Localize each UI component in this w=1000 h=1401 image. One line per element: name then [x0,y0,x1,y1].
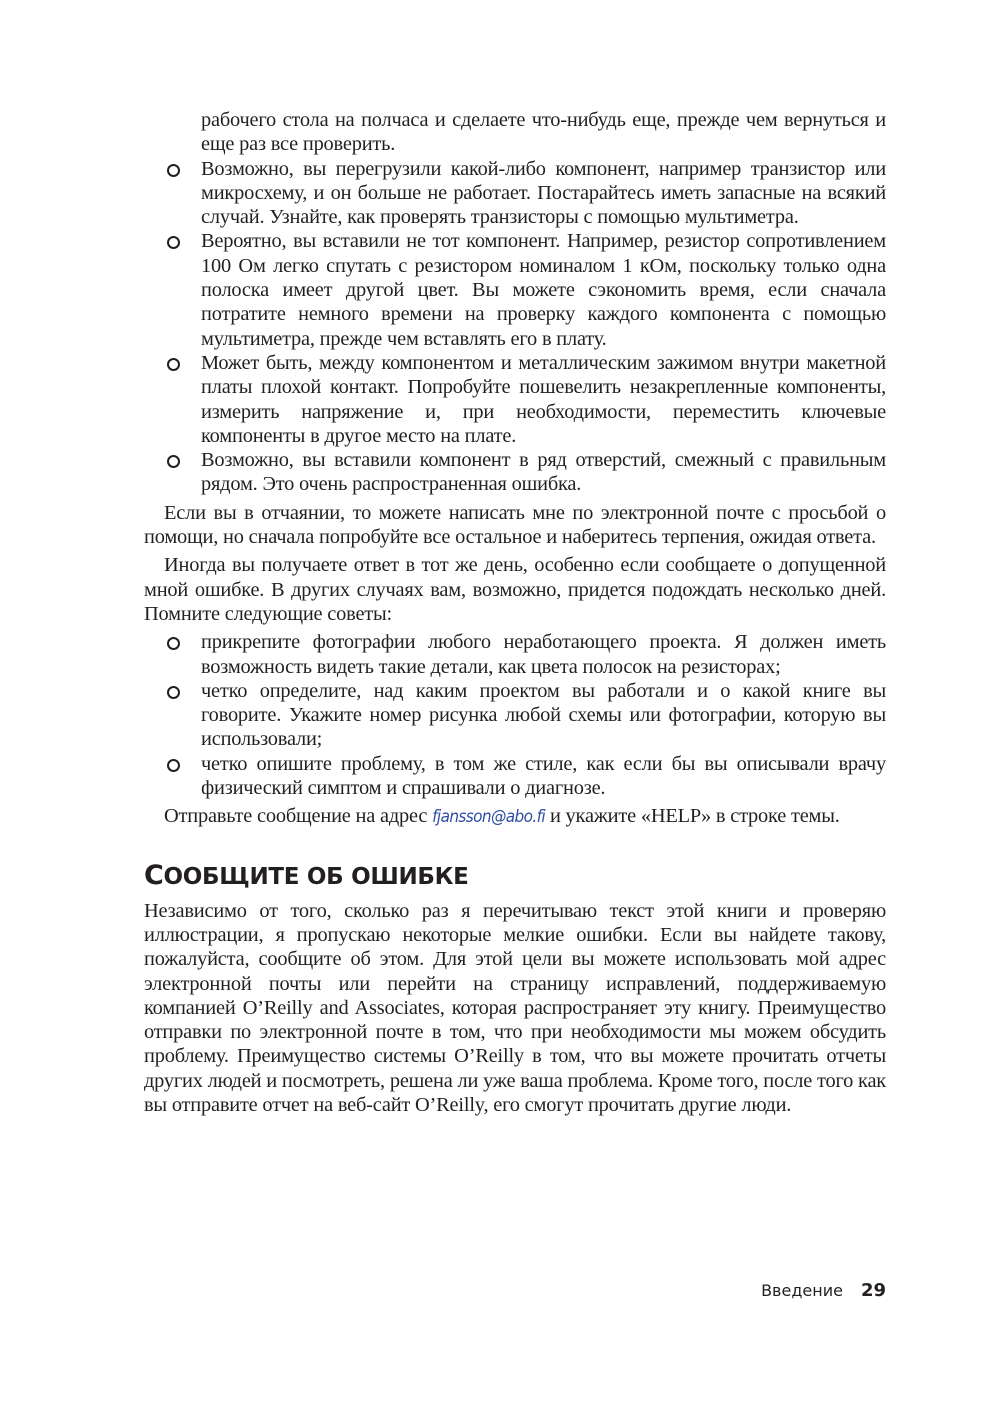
list-item: четко определите, над каким проектом вы работали и о какой книге вы говорите. Укажите номер рисунка любой схемы или фотографии, которую вы использовали; [144,679,886,752]
circle-bullet-icon [167,236,180,249]
paragraph-response: Иногда вы получаете ответ в тот же день, особенно если сообщаете о допущенной мной ошибке. В других случаях вам, возможно, придется подождать несколько дней. Помните следующие советы: [144,554,886,625]
troubleshooting-list [144,157,886,497]
list-item: четко опишите проблему, в том же стиле, как если бы вы описывали врачу физический симптом и спрашивали о диагнозе. [144,752,886,801]
continued-list-text: рабочего стола на полчаса и сделаете что-нибудь еще, прежде чем вернуться и еще раз все проверить. [201,109,886,156]
circle-bullet-icon [167,686,180,699]
section-body: Независимо от того, сколько раз я перечитываю текст этой книги и проверяю иллюстрации, я пропускаю некоторые мелкие ошибки. Если вы найдете такову, пожалуйста, сообщите об этом. Для этой цели вы можете использовать мой адрес электронной почты или перейти на страницу исправлений, поддерживаемую компанией O’Reilly and Associates, которая распространяет эту книгу. Преимущество отправки по электронной почте в том, что при необходимости мы можем обсудить проблему. Преимущество системы O’Reilly в том, что вы можете прочитать отчеты других людей и посмотреть, решена ли уже ваша проблема. Кроме того, после того как вы отправите отчет на веб-сайт O’Reilly, его смогут прочитать другие люди. [144,899,886,1116]
list-item: Возможно, вы перегрузили какой-либо компонент, например транзистор или микросхему, и он больше не работает. Постарайтесь иметь запасные на всякий случай. Узнайте, как проверять транзисторы с помощью мультиметра. [144,157,886,230]
chapter-name: Введение [761,1281,843,1300]
list-item: Может быть, между компонентом и металлическим зажимом внутри макетной платы плохой контакт. Попробуйте пошевелить незакрепленные компоненты, измерить напряжение и, при необходимости, переместить ключевые компоненты в другое место на плате. [144,351,886,448]
email-link[interactable]: fjansson@abo.fi [432,807,546,828]
circle-bullet-icon [167,759,180,772]
page-footer [761,1280,886,1301]
list-item: Возможно, вы вставили компонент в ряд отверстий, смежный с правильным рядом. Это очень распространенная ошибка. [144,448,886,497]
circle-bullet-icon [167,164,180,177]
tips-list [144,630,886,800]
list-item: Вероятно, вы вставили не тот компонент. Например, резистор сопротивлением 100 Ом легко спутать с резистором номиналом 1 кОм, поскольку только одна полоска имеет другой цвет. Вы можете сэкономить время, если сначала потратите немного времени на проверку каждого компонента с помощью мультиметра, прежде чем вставлять его в плату. [144,229,886,350]
page-number: 29 [860,1280,886,1301]
page-body [144,108,886,1117]
paragraph-despair: Если вы в отчаянии, то можете написать мне по электронной почте с просьбой о помощи, но сначала попробуйте все остальное и наберитесь терпения, ожидая ответа. [144,501,886,549]
send-instructions: Отправьте сообщение на адрес fjansson@abo.fi и укажите «HELP» в строке темы. [164,805,840,828]
circle-bullet-icon [167,455,180,468]
circle-bullet-icon [167,358,180,371]
section-heading: СООБЩИТЕ ОБ ОШИБКЕ [144,859,469,891]
circle-bullet-icon [167,637,180,650]
list-item: прикрепите фотографии любого неработающего проекта. Я должен иметь возможность видеть такие детали, как цвета полосок на резисторах; [144,630,886,679]
